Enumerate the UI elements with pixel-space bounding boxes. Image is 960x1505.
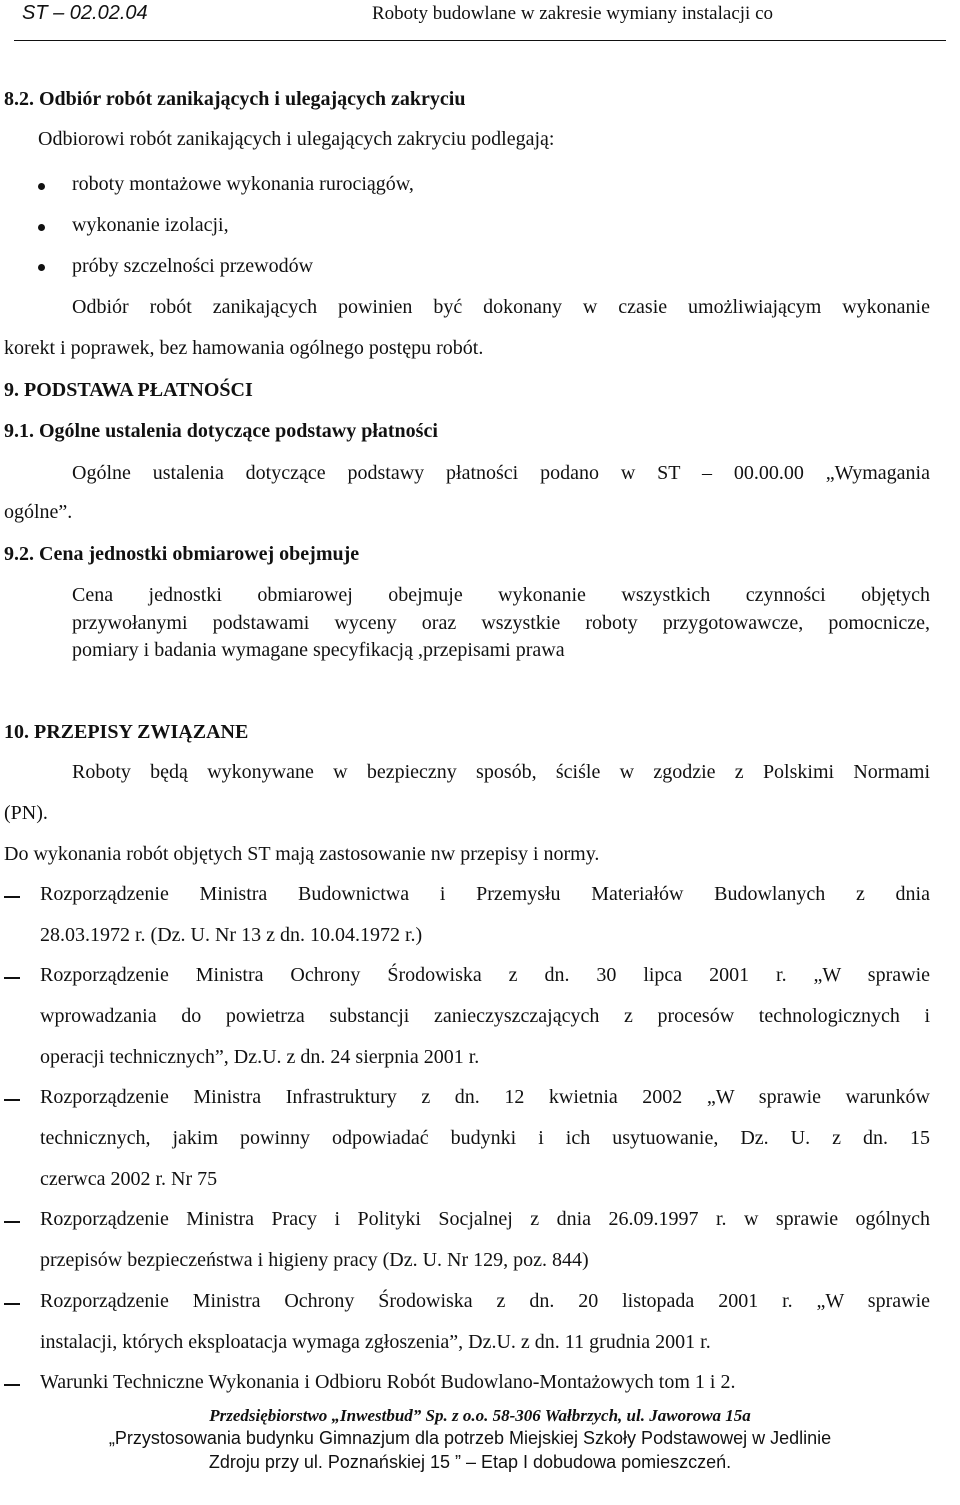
paragraph-line: (PN). [4, 802, 48, 824]
bullet-item: wykonanie izolacji, [72, 214, 229, 236]
paragraph-line: przywołanymi podstawami wyceny oraz wszystkie roboty przygotowawcze, pomocnicze, [72, 612, 930, 634]
paragraph-line: Cena jednostki obmiarowej obejmuje wykonanie wszystkich czynności objętych [72, 584, 930, 606]
dash-icon [4, 1221, 20, 1223]
dash-icon [4, 1303, 20, 1305]
bullet-item: roboty montażowe wykonania rurociągów, [72, 173, 414, 195]
section-heading: 10. PRZEPISY ZWIĄZANE [4, 721, 249, 743]
list-item-line: Rozporządzenie Ministra Budownictwa i Przemysłu Materiałów Budowlanych z dnia [40, 883, 930, 905]
list-item-line: instalacji, których eksploatacja wymaga zgłoszenia”, Dz.U. z dn. 11 grudnia 2001 r. [40, 1331, 711, 1353]
paragraph-line: Roboty będą wykonywane w bezpieczny sposób, ściśle w zgodzie z Polskimi Normami [72, 761, 930, 783]
list-item-line: Rozporządzenie Ministra Infrastruktury z dn. 12 kwietnia 2002 „W sprawie warunków [40, 1086, 930, 1108]
list-item-line: czerwca 2002 r. Nr 75 [40, 1168, 218, 1190]
footer-project: Zdroju przy ul. Poznańskiej 15 ” – Etap I dobudowa pomieszczeń. [208, 1452, 732, 1472]
section-heading: 8.2. Odbiór robót zanikających i ulegających zakryciu [4, 88, 466, 110]
header-code: ST – 02.02.04 [22, 2, 148, 24]
list-item-line: wprowadzania do powietrza substancji zanieczyszczających z procesów technologicznych i [40, 1005, 930, 1027]
paragraph-line: Odbiór robót zanikających powinien być dokonany w czasie umożliwiającym wykonanie [72, 296, 930, 318]
paragraph-line: Odbiorowi robót zanikających i ulegających zakryciu podlegają: [38, 128, 555, 150]
list-item-line: 28.03.1972 r. (Dz. U. Nr 13 z dn. 10.04.1972 r.) [40, 924, 423, 946]
bullet-item: próby szczelności przewodów [72, 255, 314, 277]
dash-icon [4, 1384, 20, 1386]
subsection-heading: 9.2. Cena jednostki obmiarowej obejmuje [4, 543, 360, 565]
list-item-line: Rozporządzenie Ministra Pracy i Polityki Socjalnej z dnia 26.09.1997 r. w sprawie ogólnych [40, 1208, 930, 1230]
bullet-icon [38, 264, 45, 271]
list-item-line: Rozporządzenie Ministra Ochrony Środowiska z dn. 30 lipca 2001 r. „W sprawie [40, 964, 930, 986]
paragraph-line: ogólne”. [4, 501, 73, 523]
paragraph-line: Ogólne ustalenia dotyczące podstawy płatności podano w ST – 00.00.00 „Wymagania [72, 462, 930, 484]
section-heading: 9. PODSTAWA PŁATNOŚCI [4, 379, 253, 401]
bullet-icon [38, 183, 45, 190]
list-item-line: Rozporządzenie Ministra Ochrony Środowiska z dn. 20 listopada 2001 r. „W sprawie [40, 1290, 930, 1312]
list-item-line: technicznych, jakim powinny odpowiadać budynki i ich usytuowanie, Dz. U. z dn. 15 [40, 1127, 930, 1149]
dash-icon [4, 896, 20, 898]
paragraph-line: pomiary i badania wymagane specyfikacją ,przepisami prawa [72, 639, 565, 661]
dash-icon [4, 1099, 20, 1101]
list-item-line: operacji technicznych”, Dz.U. z dn. 24 sierpnia 2001 r. [40, 1046, 480, 1068]
subsection-heading: 9.1. Ogólne ustalenia dotyczące podstawy płatności [4, 420, 438, 442]
bullet-icon [38, 224, 45, 231]
list-item-line: Warunki Techniczne Wykonania i Odbioru Robót Budowlano-Montażowych tom 1 i 2. [40, 1371, 736, 1393]
paragraph-line: Do wykonania robót objętych ST mają zastosowanie nw przepisy i normy. [4, 843, 600, 865]
list-item-line: przepisów bezpieczeństwa i higieny pracy (Dz. U. Nr 129, poz. 844) [40, 1249, 589, 1271]
header-title: Roboty budowlane w zakresie wymiany instalacji co [372, 3, 774, 24]
footer-company: Przedsiębiorstwo „Inwestbud” Sp. z o.o. 58-306 Wałbrzych, ul. Jaworowa 15a [209, 1406, 751, 1425]
footer-project: „Przystosowania budynku Gimnazjum dla potrzeb Miejskiej Szkoły Podstawowej w Jedlinie [108, 1428, 832, 1448]
paragraph-line: korekt i poprawek, bez hamowania ogólnego postępu robót. [4, 337, 484, 359]
header-rule [14, 40, 946, 41]
dash-icon [4, 977, 20, 979]
